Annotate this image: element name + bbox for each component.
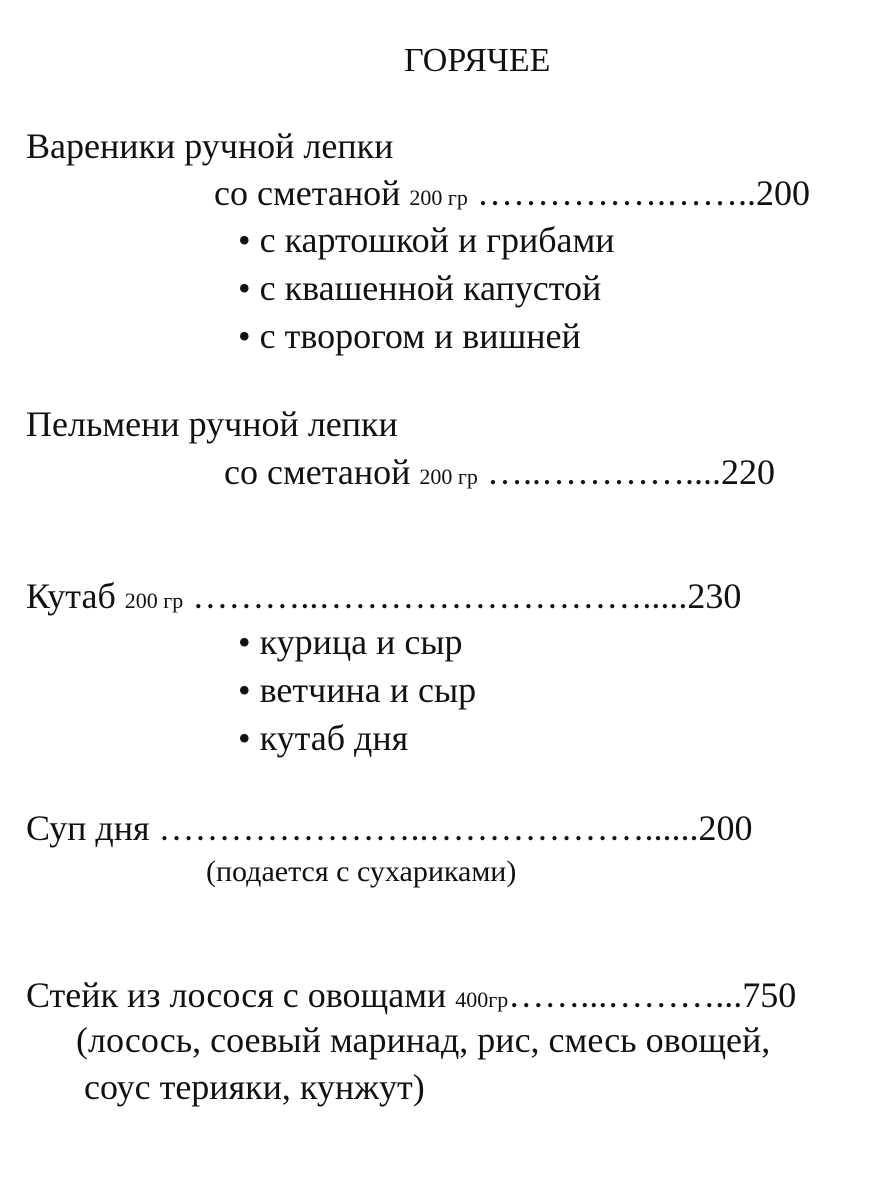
kutab-name: Кутаб bbox=[26, 576, 125, 616]
pelmeni-price-line bbox=[224, 454, 775, 490]
vareniki-name: Вареники ручной лепки bbox=[26, 126, 394, 166]
steak-dots: ……...………... bbox=[508, 975, 743, 1015]
vareniki-weight: 200 гр bbox=[409, 185, 468, 210]
pelmeni-weight: 200 гр bbox=[419, 464, 478, 489]
kutab-option: • кутаб дня bbox=[238, 718, 409, 758]
kutab-option: • курица и сыр bbox=[238, 622, 463, 662]
vareniki-option: • с творогом и вишней bbox=[238, 316, 581, 356]
vareniki-price-line bbox=[214, 175, 810, 211]
vareniki-sub: со сметаной bbox=[214, 173, 410, 213]
vareniki-price: 200 bbox=[755, 173, 810, 213]
steak-weight: 400гр bbox=[455, 987, 509, 1012]
soup-name: Суп дня bbox=[26, 808, 159, 848]
kutab-option: • ветчина и сыр bbox=[238, 670, 477, 710]
steak-price: 750 bbox=[742, 975, 797, 1015]
soup-note: (подается с сухариками) bbox=[206, 855, 517, 888]
steak-description: соус терияки, кунжут) bbox=[84, 1067, 425, 1107]
kutab-weight: 200 гр bbox=[124, 588, 184, 613]
steak-name: Стейк из лосося с овощами bbox=[26, 975, 456, 1015]
pelmeni-name: Пельмени ручной лепки bbox=[26, 404, 398, 444]
pelmeni-sub: со сметаной bbox=[224, 452, 420, 492]
steak-line bbox=[26, 977, 796, 1013]
soup-price: 200 bbox=[698, 808, 753, 848]
vareniki-option: • с картошкой и грибами bbox=[238, 220, 615, 260]
kutab-line bbox=[26, 578, 741, 614]
page-title: ГОРЯЧЕЕ bbox=[404, 42, 551, 79]
vareniki-option: • с квашенной капустой bbox=[238, 268, 602, 308]
pelmeni-dots: …..………….... bbox=[477, 452, 721, 492]
steak-description: (лосось, соевый маринад, рис, смесь овощей, bbox=[76, 1020, 771, 1060]
kutab-dots: ………..………………………..... bbox=[183, 576, 688, 616]
pelmeni-price: 220 bbox=[720, 452, 775, 492]
vareniki-dots: …………….…….. bbox=[467, 173, 756, 213]
kutab-price: 230 bbox=[687, 576, 742, 616]
soup-line bbox=[26, 810, 753, 846]
soup-dots: …………………..………………...... bbox=[158, 808, 699, 848]
